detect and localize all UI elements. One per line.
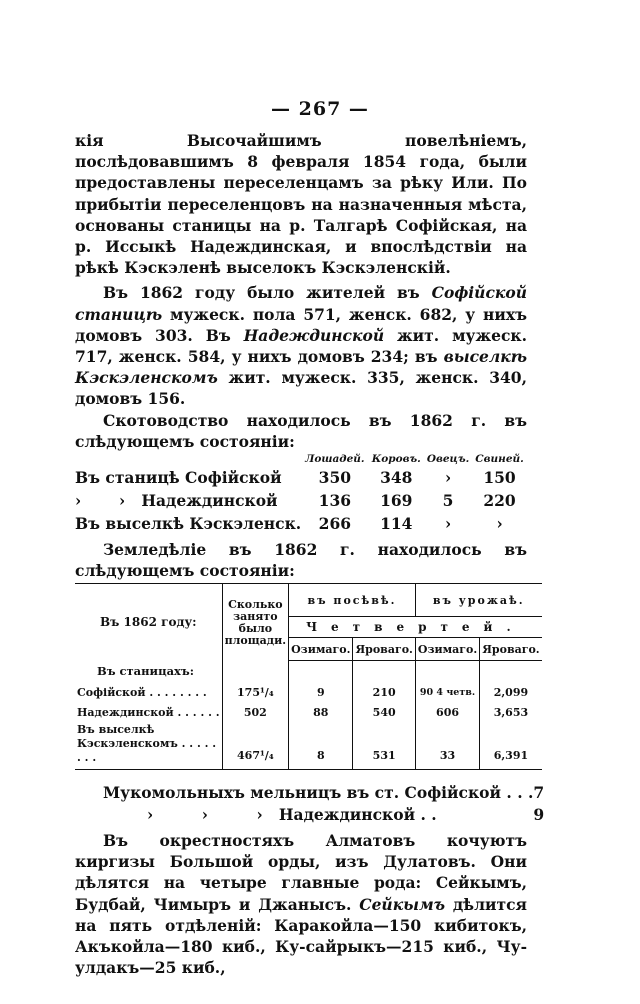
table-row: Мукомольныхъ мельницъ въ ст. Софійской . . . 7	[103, 782, 545, 802]
livestock-table	[75, 452, 527, 535]
paragraph-agriculture: Земледѣліе въ 1862 г. находилось въ слѣдующемъ состояніи:	[75, 540, 527, 581]
livestock-header-row	[75, 452, 527, 466]
table-row: Въ выселкѣ Кэскэленскомъ . . . . . . . . 467¹/₄ 8 531 33 6,391	[75, 723, 542, 770]
agriculture-table: Въ 1862 году: Сколько занято было площади. въ посѣвѣ. въ урожаѣ. Четвертей. Озимаго. Яроваго. Озимаго. Яроваго. Въ станицахъ: Софійской . . . . . . . . 175¹/₄ 9 210 90 4 четв. 2,099 Надеждинской . . . . . . 502 88 540 606 3,653 Въ выселкѣ Кэскэленскомъ . . . . . . . . 467¹/₄ 8 531 33 6,391	[75, 583, 542, 770]
mills-table	[75, 782, 564, 826]
paragraph-settlement: кія Высочайшимъ повелѣніемъ, послѣдовавшимъ 8 февраля 1854 года, были предоставлены переселенцамъ за рѣку Или. По прибытіи переселенцовъ на назначенныя мѣста, основаны станицы на р. Талгарѣ Софійская, на р. Иссыкѣ Надеждинская, и впослѣдствіи на рѣкѣ Кэскэленѣ выселокъ Кэскэленскій.	[75, 131, 527, 278]
table-row: › › › Надеждинской . . 9	[147, 804, 545, 824]
table-row: Въ станицѣ Софійской 350 348 › 150	[75, 468, 516, 488]
table-row: Надеждинской . . . . . . 502 88 540 606 3,653	[75, 703, 542, 723]
occupied-header: Сколько занято было площади.	[222, 584, 289, 661]
header-sheep: Овецъ.	[426, 453, 470, 466]
header-cows: Коровъ.	[371, 453, 421, 466]
year-label: Въ 1862 году:	[75, 584, 222, 661]
paragraph-livestock: Скотоводство находилось въ 1862 г. въ слѣдующемъ состояніи:	[75, 410, 527, 451]
harvest-header: въ урожаѣ.	[415, 584, 541, 617]
header-pigs: Свиней.	[475, 453, 524, 466]
paragraph-kirghiz: Въ окрестностяхъ Алматовъ кочуютъ киргизы Большой орды, изъ Дулатовъ. Они дѣлятся на четыре главные рода: Сейкымъ, Будбай, Чимыръ и Джанысъ. Сейкымъ дѣлится на пять отдѣленій: Каракойла—150 кибитокъ, Акъкойла—180 киб., Ку-сайрыкъ—215 киб., Чу-улдакъ—25 киб.,	[75, 830, 527, 978]
header-horses: Лошадей.	[305, 453, 365, 466]
page-number: — 267 —	[271, 98, 369, 120]
paragraph-population: Въ 1862 году было жителей въ Софійской станицѣ мужеск. пола 571, женск. 682, у нихъ домовъ 303. Въ Надеждинской жит. мужеск. 717, женск. 584, у нихъ домовъ 234; въ выселкѣ Кэскэленскомъ жит. мужеск. 335, женск. 340, домовъ 156.	[75, 283, 528, 409]
sown-header: въ посѣвѣ.	[289, 584, 416, 617]
section-label: Въ станицахъ:	[75, 661, 222, 683]
table-row: › › Надеждинской 136 169 5 220	[75, 491, 516, 511]
page-body	[75, 130, 545, 978]
unit-header: Четвертей.	[289, 617, 542, 638]
table-row: Софійской . . . . . . . . 175¹/₄ 9 210 90 4 четв. 2,099	[75, 683, 542, 703]
table-row: Въ выселкѣ Кэскэленск. 266 114 › ›	[75, 514, 503, 534]
